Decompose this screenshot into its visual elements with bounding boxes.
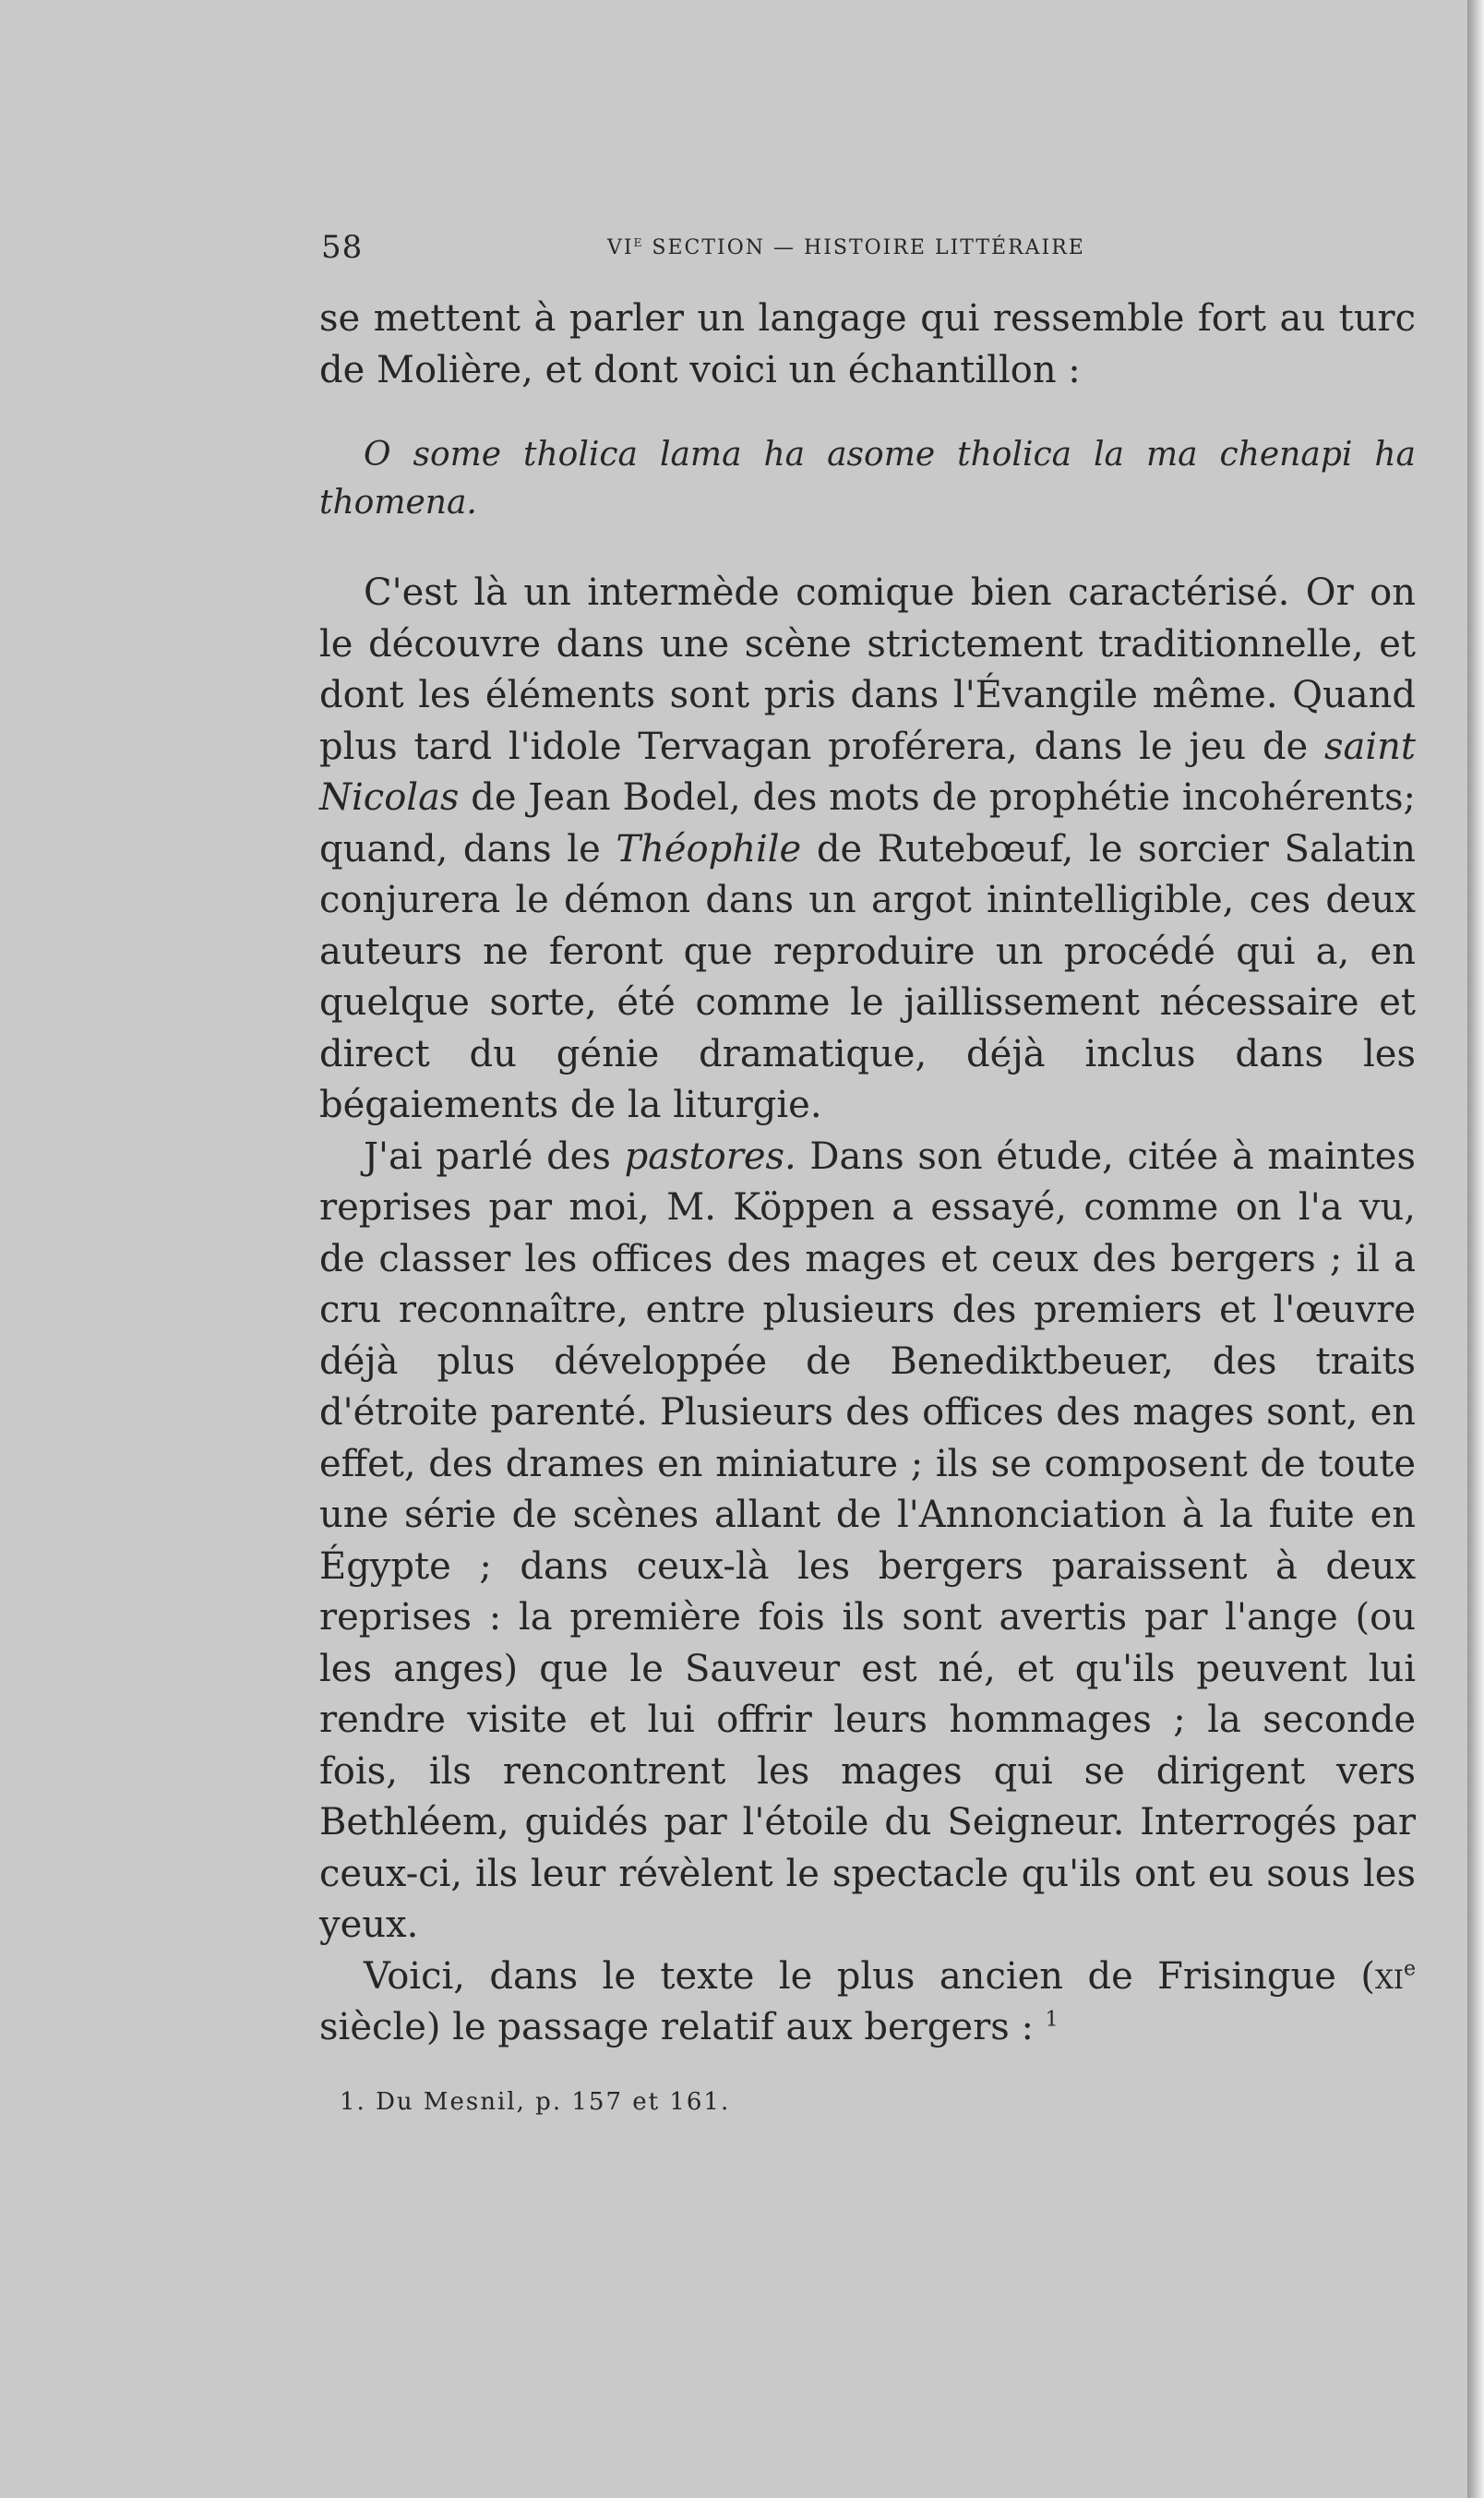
footnote: 1. Du Mesnil, p. 157 et 161. xyxy=(340,2088,731,2116)
paragraph-4-text-a: Voici, dans le texte le plus ancien de Frisingue ( xyxy=(364,1954,1375,1998)
work-title-saint-nicolas: saint Nicolas xyxy=(319,725,1416,819)
paragraph-4 xyxy=(319,1952,1416,2054)
paragraph-3-text-b: Dans son étude, citée à maintes reprises par moi, M. Köppen a essayé, comme on l'a vu, de classer les offices des mages et ceux des bergers ; il a cru reconnaître, entre plusieurs des premiers et l'œuvre déjà plus développée de Benediktbeuer, des traits d'étroite parenté. Plusieurs des offices des mages sont, en effet, des drames en miniature ; ils se composent de toute une série de scènes allant de l'Annonciation à la fuite en Égypte ; dans ceux-là les bergers paraissent à deux reprises : la première fois ils sont avertis par l'ange (ou les anges) que le Sauveur est né, et qu'ils peuvent lui rendre visite et lui offrir leurs hommages ; la seconde fois, ils rencontrent les mages qui se dirigent vers Bethléem, guidés par l'étoile du Seigneur. Interrogés par ceux-ci, ils leur révèlent le spectacle qu'ils ont eu sous les yeux. xyxy=(319,1135,1416,1946)
paragraph-3-text-a: J'ai parlé des xyxy=(364,1135,625,1178)
section-numeral: VI xyxy=(607,236,634,259)
page-edge-shadow xyxy=(1467,0,1484,2498)
body-text xyxy=(319,294,1416,2054)
gibberish-sample: O some tholica lama ha asome tholica la ma chenapi ha thomena. xyxy=(319,436,1416,522)
page-header xyxy=(321,229,1410,266)
running-head xyxy=(607,236,1085,259)
century-numeral: xi xyxy=(1374,1954,1404,1998)
footnote-reference[interactable]: 1 xyxy=(1045,2008,1059,2032)
term-pastores: pastores. xyxy=(624,1135,796,1178)
work-title-theophile: Théophile xyxy=(616,827,802,871)
century-sup: e xyxy=(1403,1957,1416,1981)
page-number: 58 xyxy=(321,229,364,266)
paragraph-2-text-b: de Jean Bodel, des mots de prophétie incohérents; quand, dans le xyxy=(319,776,1416,871)
paragraph-4-text-b: siècle) le passage relatif aux bergers : xyxy=(319,2006,1046,2048)
section-numeral-sup: E xyxy=(633,236,644,250)
paragraph-2-text-c: de Rutebœuf, le sorcier Salatin conjurera le démon dans un argot inintelligible, ces deux auteurs ne feront que reproduire un procédé qui a, en quelque sorte, été comme le jaillissement nécessaire et direct du génie dramatique, déjà inclus dans les bégaiements de la liturgie. xyxy=(319,827,1416,1126)
paragraph-3 xyxy=(319,1132,1416,1952)
running-head-title: SECTION — HISTOIRE LITTÉRAIRE xyxy=(643,236,1085,259)
paragraph-2-text-a: C'est là un intermède comique bien caractérisé. Or on le découvre dans une scène strictement traditionnelle, et dont les éléments sont pris dans l'Évangile même. Quand plus tard l'idole Tervagan proférera, dans le jeu de xyxy=(319,571,1416,768)
paragraph-1: se mettent à parler un langage qui ressemble fort au turc de Molière, et dont voici un échantillon : xyxy=(319,297,1416,391)
paragraph-2 xyxy=(319,568,1416,1132)
